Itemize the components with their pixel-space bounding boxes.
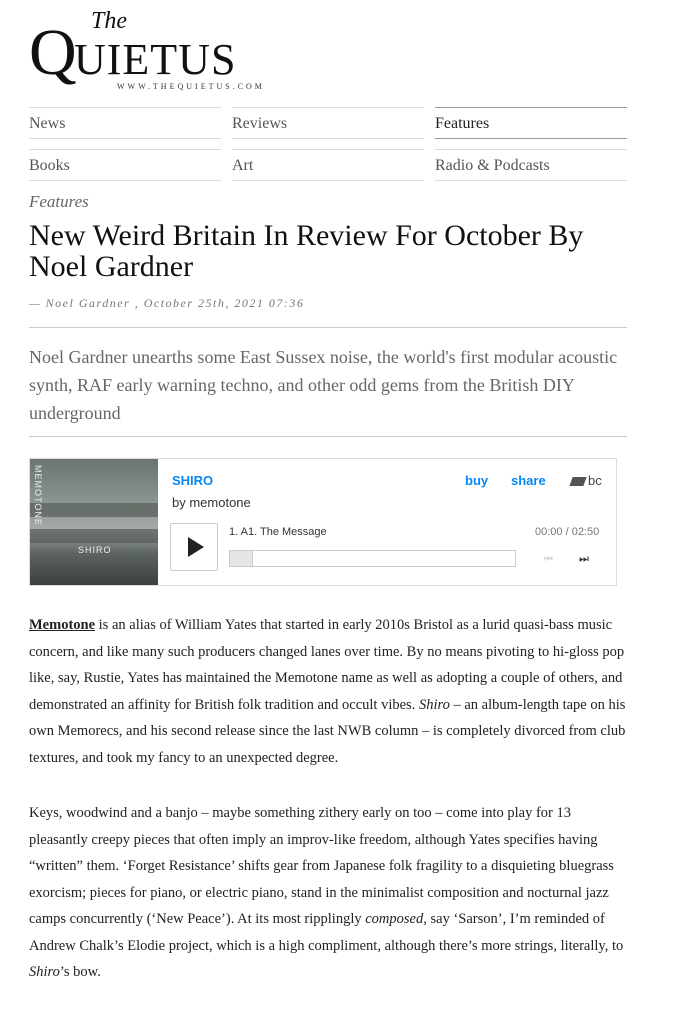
track-time: 00:00 / 02:50 (535, 526, 600, 538)
album-emphasis: Shiro (29, 964, 60, 980)
logo-uietus: UIETUS (74, 35, 237, 84)
body-text-span: – an album-length tape on his own Memorecs, and his second release since the last NWB column – is completely divorced from club textures, and took my fancy to an unexpected degree. (29, 696, 626, 766)
progress-bar[interactable] (229, 550, 516, 567)
main-nav (29, 107, 627, 191)
progress-handle[interactable] (230, 551, 253, 566)
album-artist-link[interactable]: by memotone (172, 495, 251, 510)
previous-track-icon[interactable]: ⏮ (544, 554, 551, 565)
buy-link[interactable]: buy (465, 473, 489, 488)
album-art-caption: SHIRO (78, 545, 112, 555)
article-title: New Weird Britain In Review For October By Noel Gardner (29, 219, 584, 283)
art-ridge (30, 529, 158, 543)
logo-the: The (91, 8, 127, 34)
section-label[interactable]: Features (29, 192, 89, 211)
divider (29, 436, 627, 437)
body-text-span: is an alias of William Yates that started in early 2010s Bristol as a lurid quasi-bass music concern, and like many such producers changed lanes over time. By no means pivoting to hi-gloss pop like, say, Rustie, Yates has maintained the Memotone name as well as adopting a couple of others, and demonstrated an affinity for British folk tradition and occult vibes. (29, 617, 625, 713)
play-icon (188, 537, 204, 557)
album-emphasis: Shiro (418, 696, 450, 713)
article-standfirst: Noel Gardner unearths some East Sussex noise, the world's first modular acoustic synth, RAF early warning techno, and other odd gems from the British DIY underground (29, 347, 618, 423)
memotone-link[interactable]: Memotone (29, 617, 96, 633)
nav-features[interactable]: Features (435, 107, 627, 139)
bandcamp-logo[interactable] (571, 473, 602, 488)
nav-art[interactable]: Art (232, 149, 424, 181)
body-paragraph-1 (29, 612, 627, 771)
nav-books[interactable]: Books (29, 149, 221, 181)
logo-url: WWW.THEQUIETUS.COM (117, 82, 265, 91)
bandcamp-icon (569, 477, 586, 486)
body-text-span: ’s bow. (59, 964, 101, 980)
album-art-side-text: MEMOTONE (33, 465, 43, 526)
body-paragraph-2 (29, 800, 627, 986)
nav-news[interactable]: News (29, 107, 221, 139)
divider (29, 327, 627, 328)
article-byline: — Noel Gardner , October 25th, 2021 07:36 (29, 296, 305, 310)
next-track-icon[interactable]: ⏭ (579, 553, 587, 565)
share-link[interactable]: share (511, 473, 546, 488)
track-title: 1. A1. The Message (229, 526, 327, 538)
bandcamp-logo-text: bc (588, 473, 602, 488)
art-ridge (30, 503, 158, 517)
logo-q: Q (29, 16, 75, 89)
composed-emphasis: composed (365, 911, 424, 927)
body-text-span: Keys, woodwind and a banjo – maybe something zithery early on too – come into play for 13 pleasantly creepy pieces that often imply an improv-like freedom, although Yates specifies having “written” them. ‘Forget Resistance’ shifts gear from Japanese folk fragility to a disquieting bluegrass exorcism; pieces for piano, or electric piano, stand in the minimalist composition and nocturnal jazz camps concurrently (‘New Peace’). At its most ripplingly (29, 805, 614, 927)
body-text-span: , say ‘Sarson’, I’m reminded of Andrew Chalk’s Elodie project, which is a high compliment, although there’s more strings, literally, to (29, 911, 624, 954)
nav-radio-podcasts[interactable]: Radio & Podcasts (435, 149, 627, 181)
bandcamp-player (29, 458, 617, 586)
site-logo[interactable] (29, 8, 309, 91)
album-art[interactable] (30, 459, 158, 585)
nav-reviews[interactable]: Reviews (232, 107, 424, 139)
album-title-link[interactable]: SHIRO (172, 473, 214, 488)
play-button[interactable] (170, 523, 218, 571)
